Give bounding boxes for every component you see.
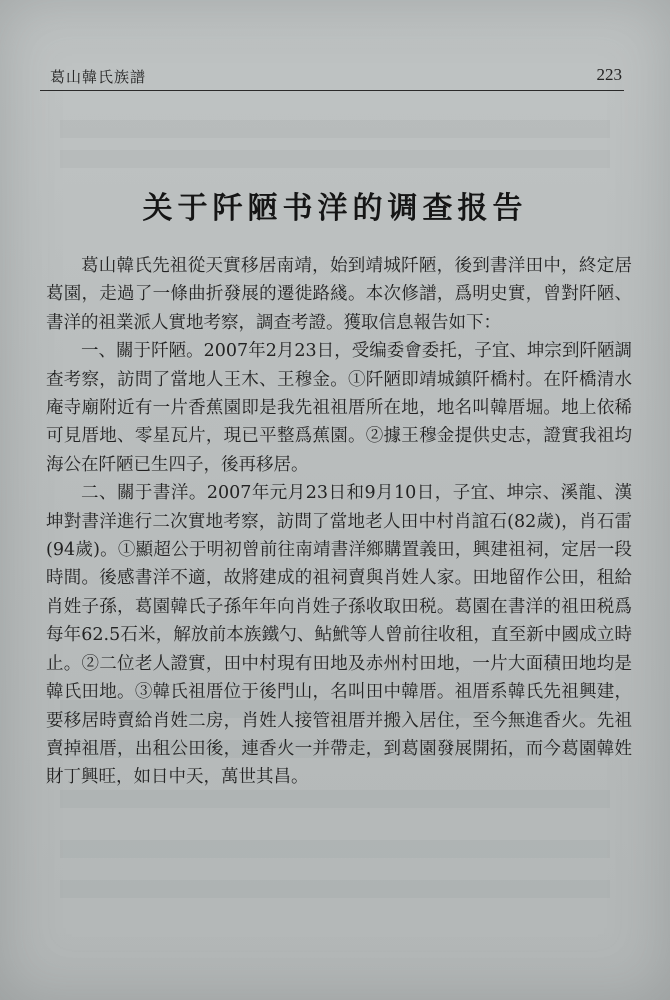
paragraph-section-1: 一、關于阡陋。2007年2月23日，受编委會委托，子宜、坤宗到阡陋調查考察，訪問了當地人王木、王穆金。①阡陋即靖城鎮阡橋村。在阡橋清水庵寺廟附近有一片香蕉園即是我先祖祖厝所在地，地名叫韓厝堀。地上依稀可見厝地、零星瓦片，現已平整爲蕉園。②據王穆金提供史志，證實我祖均海公在阡陋已生四子，後再移居。 xyxy=(46,341,632,475)
bleed-through-band xyxy=(60,840,610,858)
bleed-through-band xyxy=(60,790,610,808)
running-header xyxy=(40,64,624,91)
paragraph-intro: 葛山韓氏先祖從天實移居南靖，始到靖城阡陋，後到書洋田中，終定居葛園，走過了一條曲折發展的遷徙路綫。本次修譜，爲明史實，曾對阡陋、書洋的祖業派人實地考察，調查考證。獲取信息報告如下： xyxy=(46,256,632,333)
article-body xyxy=(46,252,632,792)
book-title: 葛山韓氏族譜 xyxy=(50,68,147,86)
page-number: 223 xyxy=(596,65,622,84)
bleed-through-band xyxy=(60,150,610,168)
bleed-through-band xyxy=(60,880,610,898)
bleed-through-band xyxy=(60,120,610,138)
article-title: 关于阡陋书洋的调查报告 xyxy=(142,191,528,226)
paragraph-section-2: 二、關于書洋。2007年元月23日和9月10日，子宜、坤宗、溪龍、漢坤對書洋進行二次實地考察，訪問了當地老人田中村肖誼石(82歲)，肖石雷(94歲)。①顯超公于明初曾前往南靖書洋鄉購置義田，興建祖祠，定居一段時間。後感書洋不適，故將建成的祖祠賣與肖姓人家。田地留作公田，租給肖姓子孫，葛園韓氏子孫年年向肖姓子孫收取田税。葛園在書洋的祖田税爲每年62.5石米，解放前本族鐵勺、鲇鮘等人曾前往收租，直至新中國成立時止。②二位老人證實，田中村現有田地及赤州村田地，一片大面積田地均是韓氏田地。③韓氏祖厝位于後門山，名叫田中韓厝。祖厝系韓氏先祖興建，要移居時賣給肖姓二房，肖姓人接管祖厝并搬入居住，至今無進香火。先祖賣掉祖厝，出租公田後，連香火一并帶走，到葛園發展開拓，而今葛園韓姓財丁興旺，如日中天，萬世其昌。 xyxy=(46,483,632,788)
